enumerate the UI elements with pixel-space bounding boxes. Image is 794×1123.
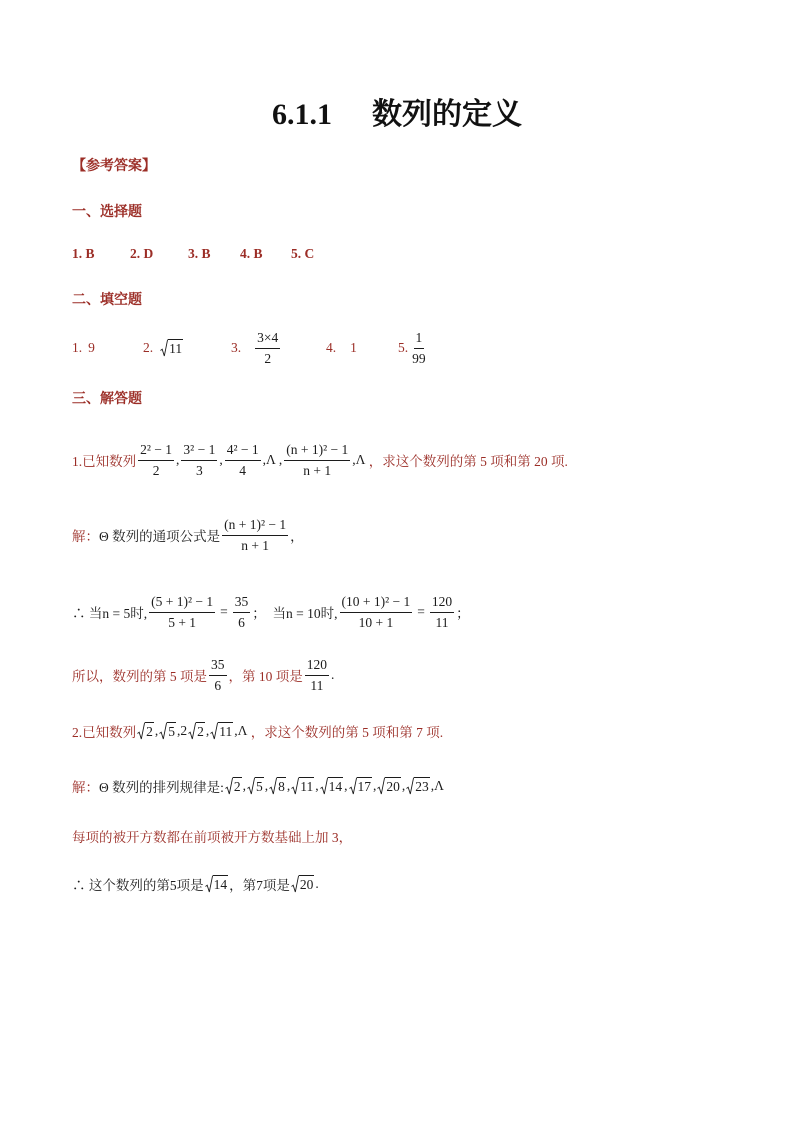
radical-sign-icon <box>320 777 328 795</box>
section-heading-choice <box>72 201 142 221</box>
conclusion-end: . <box>331 667 335 682</box>
radicand: 23 <box>415 779 429 794</box>
fraction-numerator: 3×4 <box>255 330 280 349</box>
answer-header <box>72 155 156 175</box>
term-separator: , <box>373 778 377 793</box>
fill-answer-item <box>398 330 430 367</box>
radical-sign-icon <box>406 777 414 795</box>
answer-header-label: 【参考答案】 <box>72 159 156 174</box>
term-separator: , <box>264 778 269 793</box>
calc-case-2: ； 当n = 10时, <box>252 606 338 621</box>
fraction-numerator: (n + 1)² − 1 <box>222 517 288 536</box>
fraction-denominator: 99 <box>412 350 426 366</box>
fraction <box>284 442 350 479</box>
fraction-denominator: 11 <box>435 614 449 630</box>
term-separator: ,Λ <box>234 723 248 738</box>
radical-sign-icon <box>160 339 168 357</box>
radical-sign-icon <box>225 777 233 795</box>
choice-answer: 4. B <box>240 246 263 261</box>
fraction-numerator: 1 <box>414 330 425 349</box>
fill-item-number: 3. <box>231 340 242 355</box>
choice-heading: 一、选择题 <box>72 205 142 220</box>
fill-answers-row <box>72 326 430 370</box>
term-separator: ,2 <box>177 723 188 738</box>
square-root <box>320 777 344 795</box>
fraction <box>209 657 227 694</box>
choice-answer: 3. B <box>188 246 211 261</box>
conclusion-mid: ，第 10 项是 <box>228 669 303 684</box>
fraction <box>410 330 428 367</box>
square-root <box>205 875 229 893</box>
choice-answers-row <box>72 244 314 264</box>
square-root <box>137 722 154 740</box>
calc-case-1: ∴ 当n = 5时, <box>72 606 148 621</box>
title-section-number: 6.1.1 <box>272 98 332 131</box>
fraction <box>305 657 329 694</box>
solution-text: Θ 数列的排列规律是: <box>99 780 224 795</box>
fraction-numerator: (10 + 1)² − 1 <box>340 594 413 613</box>
fraction <box>255 330 280 367</box>
radical-sign-icon <box>291 777 299 795</box>
problem-lead: 2.已知数列 <box>72 725 137 740</box>
fill-item-number: 4. <box>326 340 337 355</box>
solution-1-calculation <box>72 587 470 637</box>
radicand: 11 <box>169 341 183 356</box>
solve-heading: 三、解答题 <box>72 392 142 407</box>
term-separator: , <box>315 778 319 793</box>
radicand: 2 <box>197 724 204 739</box>
problem-1-statement <box>72 435 568 485</box>
choice-answer: 2. D <box>130 246 154 261</box>
equals-sign: = <box>417 604 425 619</box>
radicand: 20 <box>299 877 314 892</box>
fill-answer-item <box>143 339 231 357</box>
solution-lead: 解： <box>72 780 99 795</box>
square-root <box>291 875 315 893</box>
fill-answer-item <box>231 330 326 367</box>
conclusion-mid: ，第7项是 <box>229 878 290 893</box>
fraction <box>149 594 215 631</box>
radicand: 11 <box>219 724 233 739</box>
calc-end: ； <box>456 606 470 621</box>
fraction <box>138 442 174 479</box>
term-separator: , <box>219 452 223 467</box>
term-separator: , <box>176 452 180 467</box>
solution-2-pattern <box>72 771 444 801</box>
conclusion-lead: 所以，数列的第 5 项是 <box>72 669 207 684</box>
solution-1-formula <box>72 510 304 560</box>
solution-1-conclusion <box>72 650 334 700</box>
solution-end: ， <box>290 529 304 544</box>
radicand: 17 <box>357 779 371 794</box>
fraction-denominator: 3 <box>196 462 203 478</box>
term-separator: , <box>344 778 348 793</box>
fraction <box>222 517 288 554</box>
radical-sign-icon <box>210 722 218 740</box>
radical-sign-icon <box>291 875 299 893</box>
square-root <box>269 777 286 795</box>
fill-item-number: 5. <box>398 340 409 355</box>
radical-sign-icon <box>188 722 196 740</box>
fill-item-number: 1. <box>72 340 83 355</box>
solution-lead: 解： <box>72 529 99 544</box>
term-separator: , <box>286 778 291 793</box>
square-root <box>225 777 242 795</box>
square-root <box>210 722 233 740</box>
conclusion-lead: ∴ 这个数列的第5项是 <box>72 878 204 893</box>
fraction <box>233 594 251 631</box>
fill-item-value: 9 <box>88 340 95 355</box>
fraction <box>181 442 217 479</box>
term-separator: ,Λ <box>352 452 366 467</box>
term-separator: , <box>242 778 246 793</box>
radical-sign-icon <box>247 777 255 795</box>
square-root <box>188 722 205 740</box>
equals-sign: = <box>220 604 228 619</box>
conclusion-end: . <box>315 876 319 891</box>
fill-answer-item <box>72 340 143 356</box>
fraction-denominator: 6 <box>238 614 245 630</box>
radical-sign-icon <box>349 777 357 795</box>
radical-sign-icon <box>205 875 213 893</box>
problem-lead: 1.已知数列 <box>72 454 137 469</box>
fraction-numerator: 3² − 1 <box>181 442 217 461</box>
fraction-denominator: 6 <box>214 677 222 693</box>
pattern-tail: ,Λ <box>430 778 444 793</box>
square-root <box>159 722 176 740</box>
square-root <box>406 777 430 795</box>
fraction-numerator: 35 <box>233 594 251 613</box>
fraction-denominator: 2 <box>264 350 272 366</box>
section-heading-fill <box>72 289 142 309</box>
radical-sign-icon <box>269 777 277 795</box>
radicand: 2 <box>146 724 153 739</box>
square-root <box>247 777 264 795</box>
term-separator: , <box>401 778 406 793</box>
fraction-denominator: 2 <box>152 462 160 478</box>
term-separator: , <box>205 723 210 738</box>
problem-2-statement <box>72 716 443 746</box>
radicand: 2 <box>233 779 241 794</box>
page-title <box>0 96 794 134</box>
square-root <box>291 777 314 795</box>
fraction-numerator: (5 + 1)² − 1 <box>149 594 215 613</box>
fraction-denominator: 11 <box>310 677 324 693</box>
fill-heading: 二、填空题 <box>72 293 142 308</box>
radicand: 5 <box>256 779 263 794</box>
radicand: 20 <box>386 779 400 794</box>
fraction-numerator: (n + 1)² − 1 <box>284 442 350 461</box>
fill-item-number: 2. <box>143 340 154 355</box>
square-root <box>349 777 373 795</box>
radicand: 14 <box>213 877 228 892</box>
fraction-denominator: 4 <box>239 462 247 478</box>
solution-2-rule <box>72 826 352 846</box>
radicand: 11 <box>300 779 314 794</box>
fraction <box>430 594 454 631</box>
choice-answer: 1. B <box>72 246 95 261</box>
choice-answer: 5. C <box>291 246 315 261</box>
fill-answer-item <box>326 340 398 356</box>
term-separator: ,Λ , <box>262 452 283 467</box>
fraction-numerator: 35 <box>209 657 227 676</box>
radicand: 14 <box>328 779 343 794</box>
section-heading-solve <box>72 388 142 408</box>
term-separator: , <box>154 723 159 738</box>
solution-2-conclusion <box>72 869 319 899</box>
fraction-numerator: 2² − 1 <box>138 442 174 461</box>
title-text: 数列的定义 <box>372 98 522 131</box>
radical-sign-icon <box>137 722 145 740</box>
fraction-denominator: 5 + 1 <box>168 614 197 630</box>
fraction-numerator: 4² − 1 <box>225 442 261 461</box>
solution-text: Θ 数列的通项公式是 <box>99 529 221 544</box>
fraction-numerator: 120 <box>305 657 329 676</box>
fraction-denominator: n + 1 <box>303 462 332 478</box>
fraction-denominator: n + 1 <box>241 537 270 553</box>
radical-sign-icon <box>159 722 167 740</box>
square-root <box>377 777 401 795</box>
fraction <box>225 442 261 479</box>
problem-tail: ，求这个数列的第 5 项和第 7 项. <box>247 725 444 740</box>
fraction-numerator: 120 <box>430 594 454 613</box>
rule-text: 每项的被开方数都在前项被开方数基础上加 3， <box>72 830 353 845</box>
fraction-denominator: 10 + 1 <box>358 614 394 630</box>
fraction <box>340 594 413 631</box>
fill-item-value: 1 <box>350 340 357 355</box>
radicand: 8 <box>278 779 285 794</box>
radical-sign-icon <box>377 777 385 795</box>
square-root <box>160 339 183 357</box>
radicand: 5 <box>168 724 175 739</box>
problem-tail: ，求这个数列的第 5 项和第 20 项. <box>365 454 568 469</box>
